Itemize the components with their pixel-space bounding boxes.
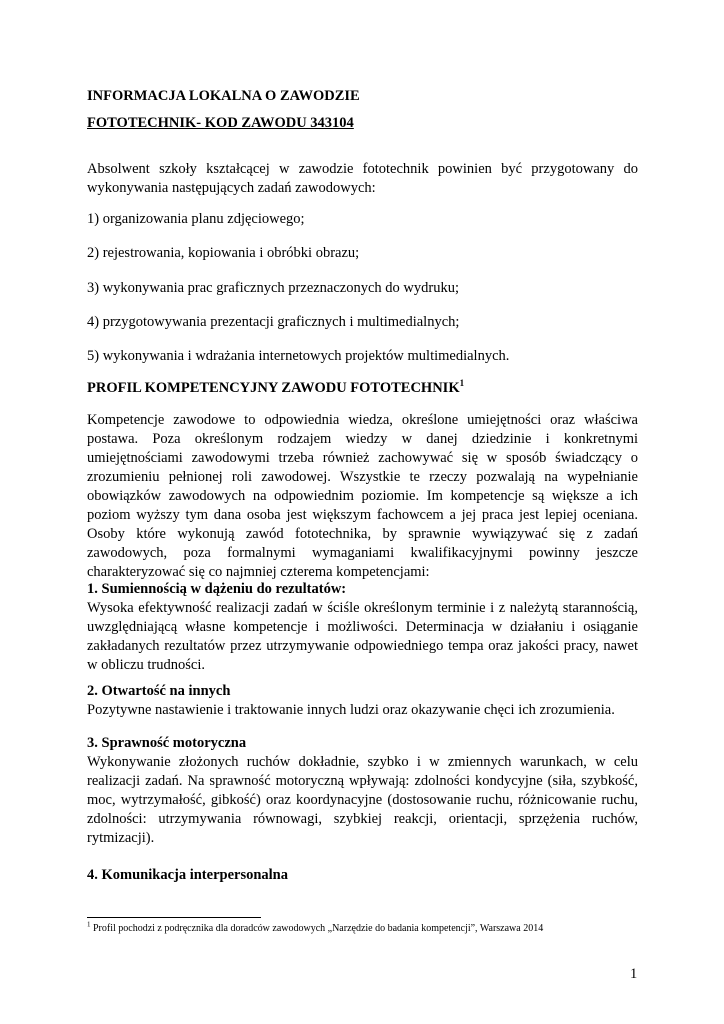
document-title: INFORMACJA LOKALNA O ZAWODZIE	[87, 88, 360, 104]
page-number: 1	[630, 966, 638, 982]
task-item: 1) organizowania planu zdjęciowego;	[87, 211, 305, 227]
footnote	[87, 920, 544, 934]
intro-paragraph: Absolwent szkoły kształcącej w zawodzie fototechnik powinien być przygotowany do wykonywania następujących zadań zawodowych:	[87, 161, 638, 196]
task-item: 3) wykonywania prac graficznych przeznaczonych do wydruku;	[87, 280, 460, 296]
competence-heading: 2. Otwartość na innych	[87, 683, 231, 699]
competence-text: Wykonywanie złożonych ruchów dokładnie, szybko i w zmiennych warunkach, w celu realizacji zadań. Na sprawność motoryczną wpływają: zdolności kondycyjne (siła, szybkość, moc, wytrzymałość, gibkość) oraz koordynacyjne (dostosowanie ruchu, różnicowanie ruchu, zdolności: utrzymywania równowagi, szybkiej reakcji, orientacji, sprzężenia ruchów, rytmizacji).	[87, 754, 638, 846]
profile-heading-text: PROFIL KOMPETENCYJNY ZAWODU FOTOTECHNIK	[87, 380, 460, 396]
document-subtitle: FOTOTECHNIK- KOD ZAWODU 343104	[87, 115, 354, 131]
task-item: 5) wykonywania i wdrażania internetowych projektów multimedialnych.	[87, 348, 510, 364]
competence-heading: 1. Sumiennością w dążeniu do rezultatów:	[87, 581, 347, 597]
task-item: 4) przygotowywania prezentacji graficznych i multimedialnych;	[87, 314, 460, 330]
task-item: 2) rejestrowania, kopiowania i obróbki obrazu;	[87, 245, 360, 261]
competence-heading: 3. Sprawność motoryczna	[87, 735, 247, 751]
footnote-mark: 1	[87, 920, 91, 929]
competence-text: Pozytywne nastawienie i traktowanie innych ludzi oraz okazywanie chęci ich zrozumienia.	[87, 702, 615, 718]
profile-heading	[87, 380, 464, 397]
competence-text: Wysoka efektywność realizacji zadań w ściśle określonym terminie i z należytą starannością, uwzględniającą własne kompetencje i możliwości. Determinacja w działaniu i osiąganie zakładanych rezultatów przez utrzymywanie odpowiedniego tempa oraz jakości pracy, nawet w obliczu trudności.	[87, 600, 638, 673]
footnote-divider	[87, 917, 261, 918]
competence-heading: 4. Komunikacja interpersonalna	[87, 867, 288, 883]
competences-intro: Kompetencje zawodowe to odpowiednia wiedza, określone umiejętności oraz właściwa postawa. Poza określonym rodzajem wiedzy w danej dziedzinie i konkretnymi umiejętnościami zawodowymi trzeba również zachowywać się w sposób świadczący o zrozumieniu pełnionej roli zawodowej. Wszystkie te rzeczy pozwalają na wypełnianie obowiązków zawodowych na odpowiednim poziomie. Im kompetencje są większe a ich poziom wyższy tym dana osoba jest większym fachowcem a jej praca jest lepiej oceniana. Osoby które wykonują zawód fototechnika, by sprawnie wywiązywać się z zadań zawodowych, poza formalnymi wymaganiami kwalifikacyjnymi powinny jeszcze charakteryzować się co najmniej czterema kompetencjami:	[87, 412, 638, 580]
footnote-text: Profil pochodzi z podręcznika dla doradców zawodowych „Narzędzie do badania kompetencji”, Warszawa 2014	[93, 923, 544, 934]
footnote-reference: 1	[459, 378, 465, 389]
